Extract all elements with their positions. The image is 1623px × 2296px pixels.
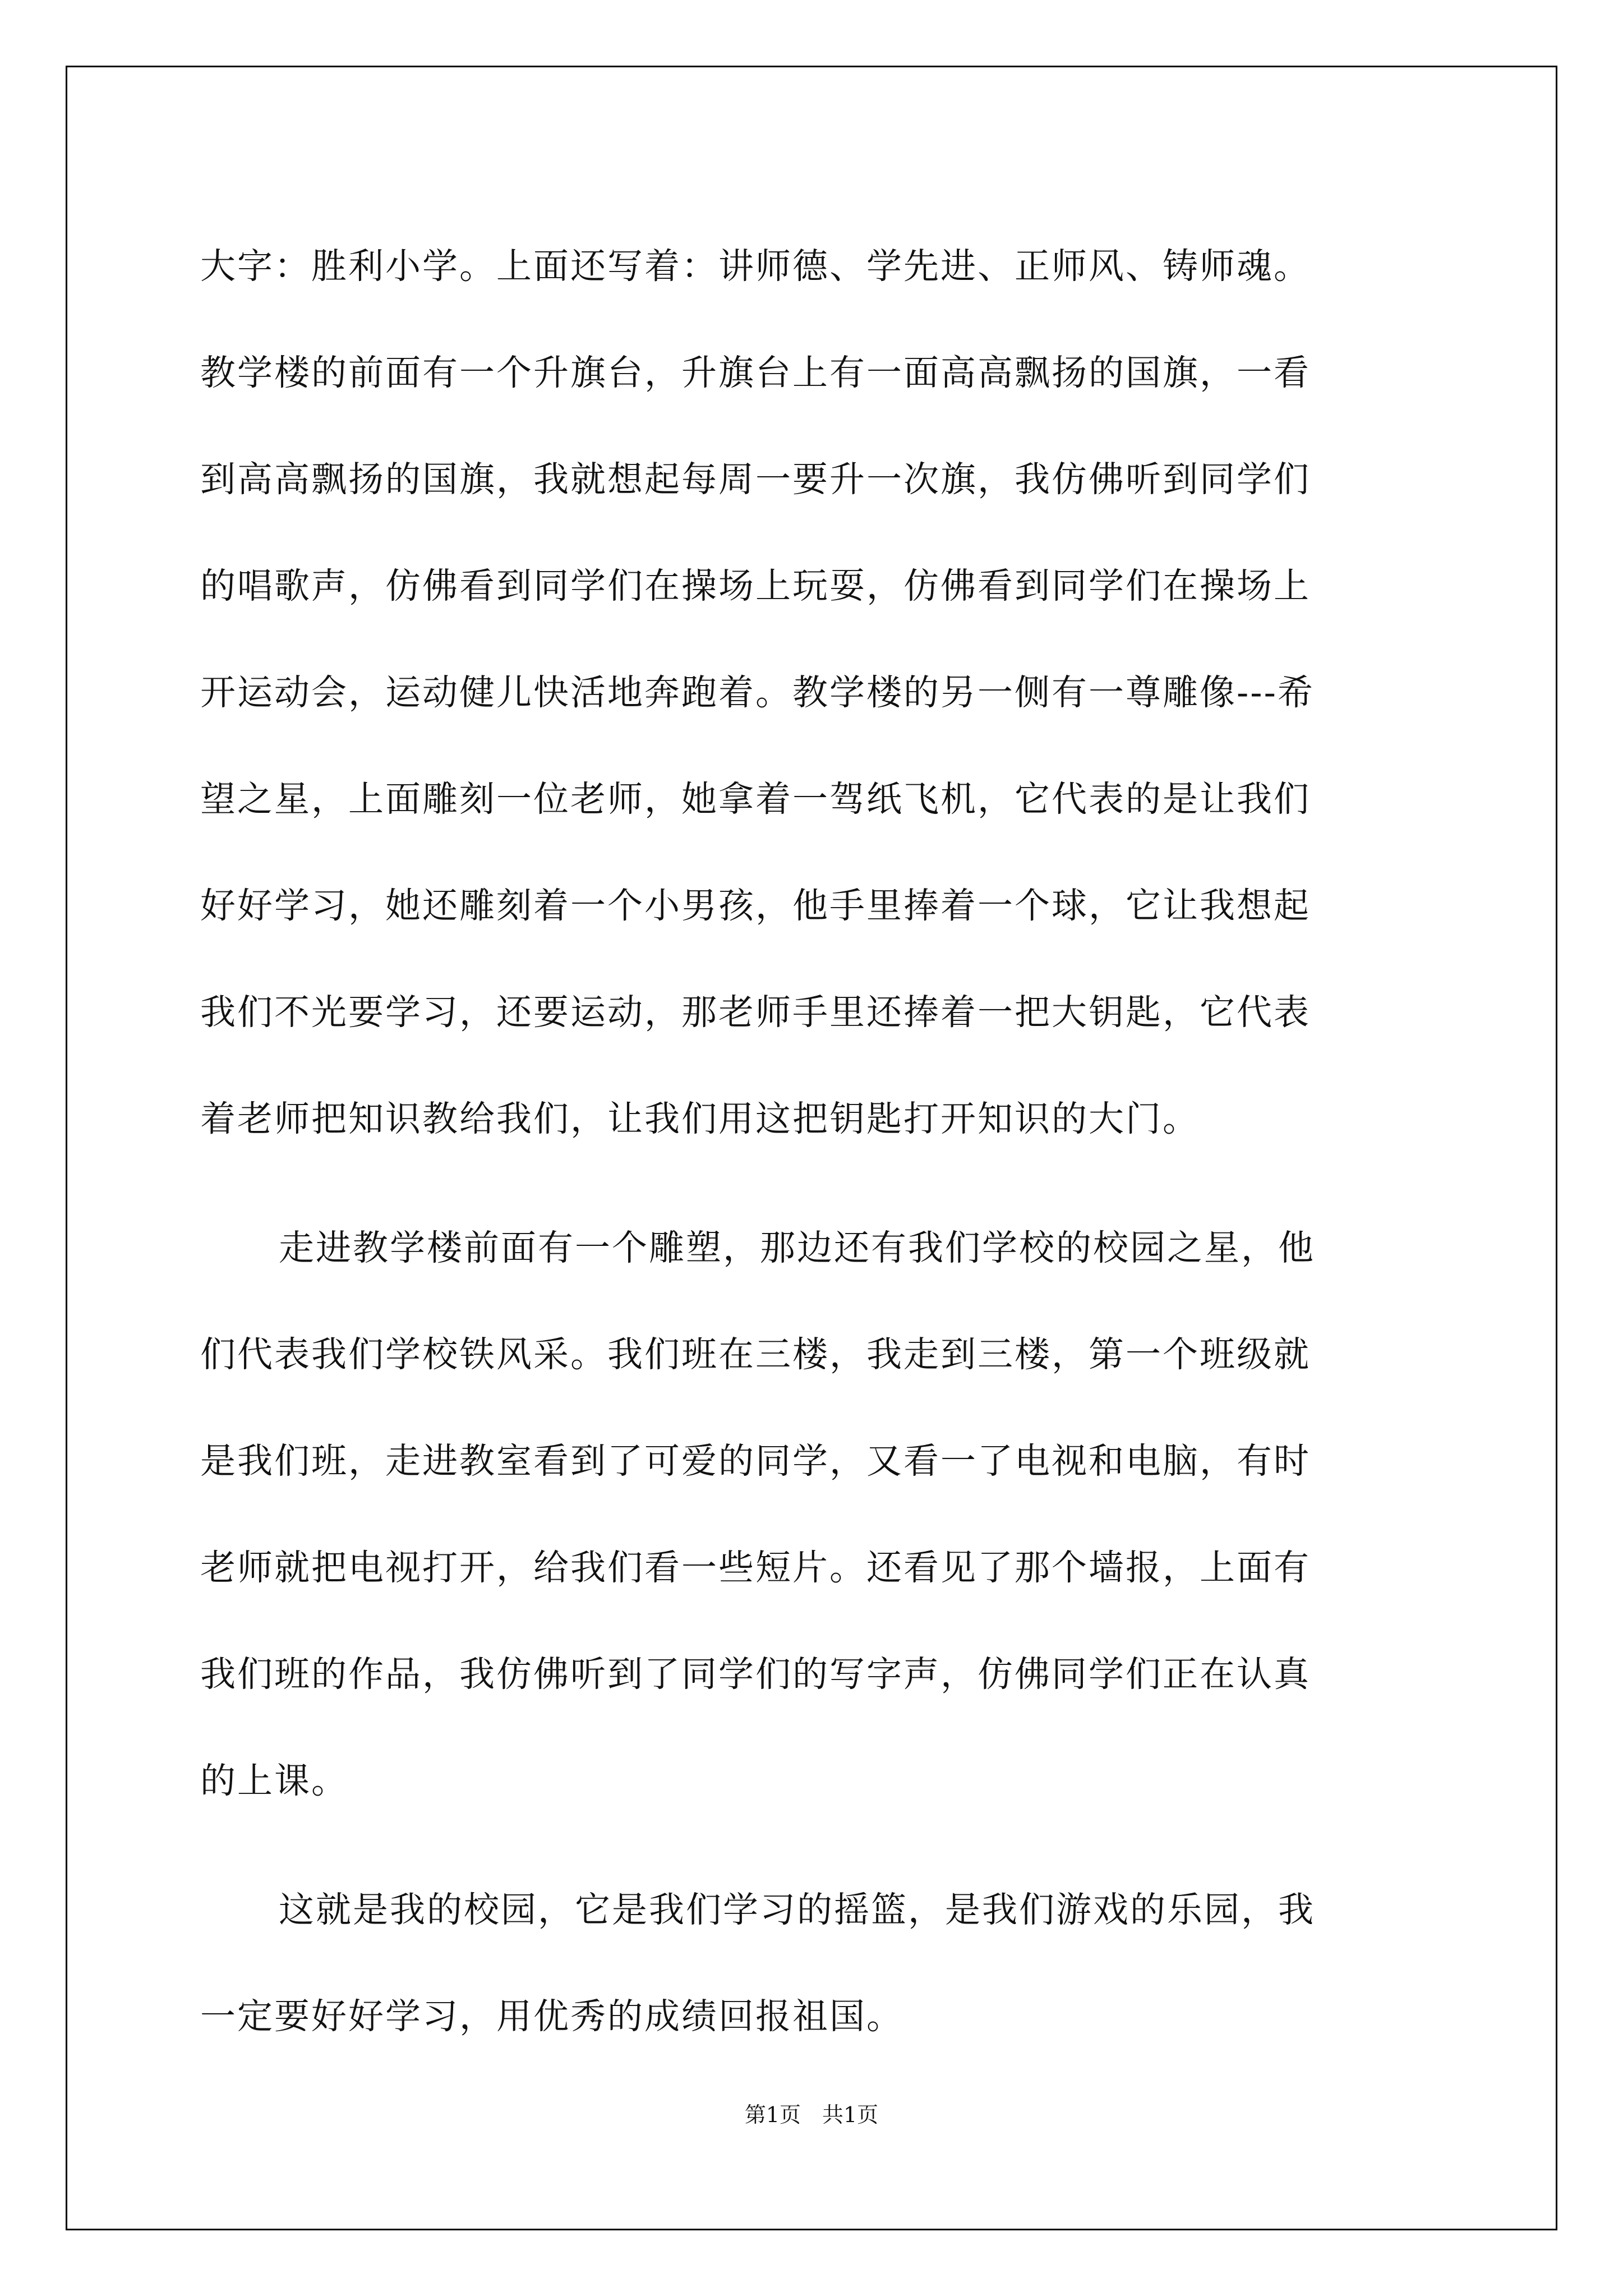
text-line: 们代表我们学校铁风采。我们班在三楼，我走到三楼，第一个班级就 [200,1334,1311,1375]
text-line: 着老师把知识教给我们，让我们用这把钥匙打开知识的大门。 [200,1098,1200,1139]
paragraph-3 [200,1857,1434,2070]
document-body [200,213,1434,2070]
text-line: 的上课。 [200,1760,348,1801]
text-line: 的唱歌声，仿佛看到同学们在操场上玩耍，仿佛看到同学们在操场上 [200,565,1311,606]
paragraph-spacer [200,1172,1434,1195]
paragraph-spacer [200,1834,1434,1857]
text-line: 大字：胜利小学。上面还写着：讲师德、学先进、正师风、铸师魂。 [200,246,1311,287]
text-line: 这就是我的校园，它是我们学习的摇篮，是我们游戏的乐园，我 [279,1889,1315,1930]
paragraph-2 [200,1195,1434,1834]
text-line: 老师就把电视打开，给我们看一些短片。还看见了那个墙报，上面有 [200,1547,1311,1588]
text-line: 教学楼的前面有一个升旗台，升旗台上有一面高高飘扬的国旗，一看 [200,352,1311,393]
paragraph-1 [200,213,1434,1172]
text-line: 是我们班，走进教室看到了可爱的同学，又看一了电视和电脑，有时 [200,1441,1311,1481]
text-line: 开运动会，运动健儿快活地奔跑着。教学楼的另一侧有一尊雕像---希 [200,672,1315,713]
text-line: 到高高飘扬的国旗，我就想起每周一要升一次旗，我仿佛听到同学们 [200,459,1311,500]
text-line: 望之星，上面雕刻一位老师，她拿着一驾纸飞机，它代表的是让我们 [200,779,1311,820]
text-line: 走进教学楼前面有一个雕塑，那边还有我们学校的校园之星，他 [279,1227,1315,1268]
text-line: 一定要好好学习，用优秀的成绩回报祖国。 [200,1996,903,2037]
page-number-footer: 第1页 共1页 [744,2102,879,2127]
text-line: 我们班的作品，我仿佛听到了同学们的写字声，仿佛同学们正在认真 [200,1654,1311,1695]
text-line: 我们不光要学习，还要运动，那老师手里还捧着一把大钥匙，它代表 [200,992,1311,1033]
text-line: 好好学习，她还雕刻着一个小男孩，他手里捧着一个球，它让我想起 [200,885,1311,926]
